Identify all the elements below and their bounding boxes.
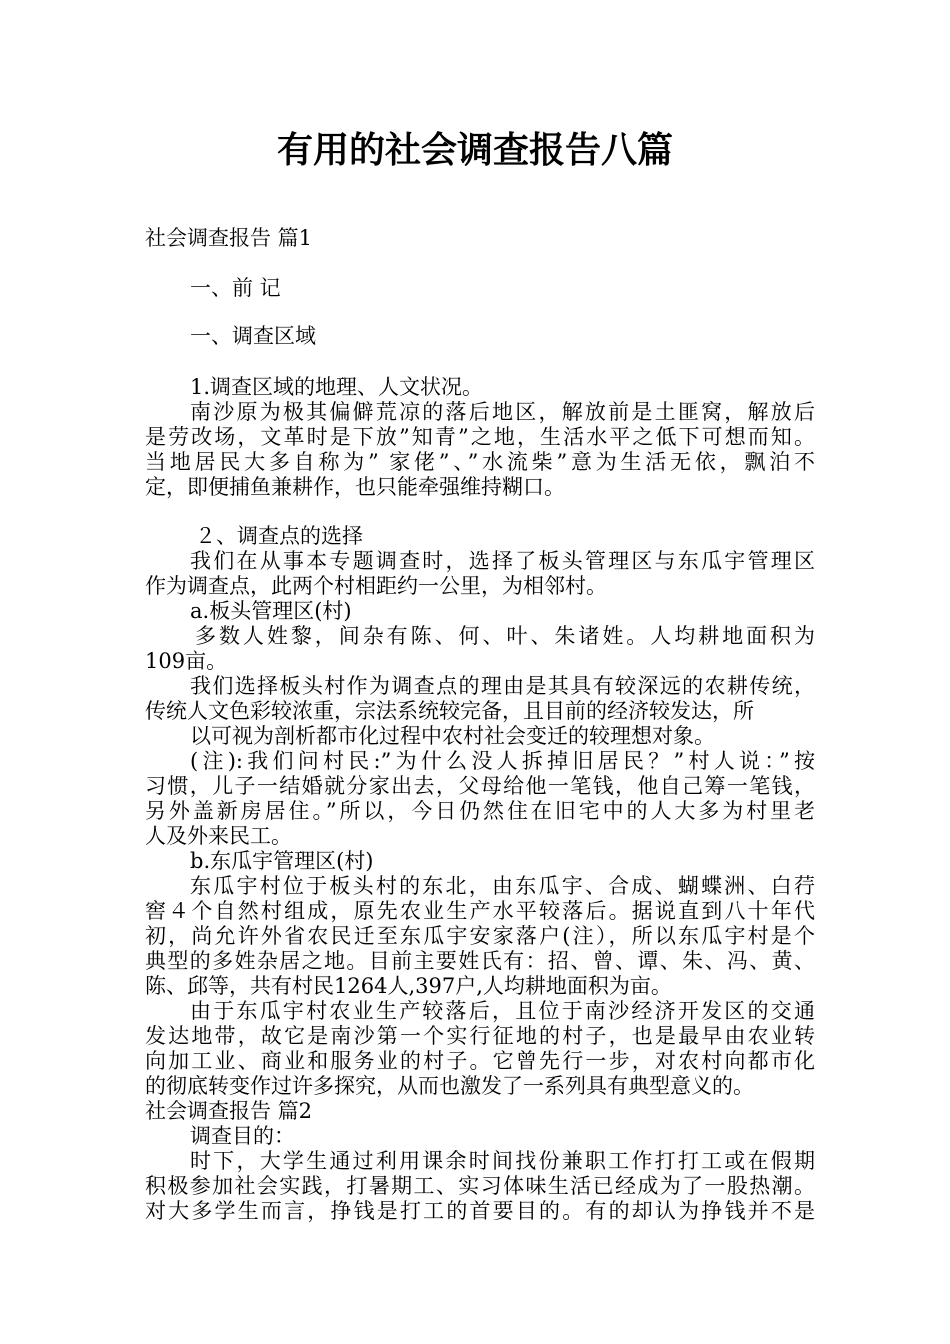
paragraph-line: 作为调查点，此两个村相距约一公里，为相邻村。 <box>145 574 607 598</box>
paragraph-line: 向加工业、商业和服务业的村子。它曾先行一步，对农村向都市化 <box>145 1049 815 1073</box>
paragraph-line: 传统人文色彩较浓重，宗法系统较完备，且目前的经济较发达，所 <box>145 699 754 723</box>
subheading: a.板头管理区(村) <box>190 599 352 623</box>
paragraph-line: (注):我们问村民:”为什么没人拆掉旧居民？”村人说：”按 <box>190 749 815 773</box>
paragraph-line: 的彻底转变作过许多探究，从而也激发了一系列具有典型意义的。 <box>145 1074 754 1098</box>
subheading: 一、前 记 <box>190 276 281 300</box>
subheading: b.东瓜宇管理区(村) <box>190 849 374 873</box>
paragraph-line: 东瓜宇村位于板头村的东北，由东瓜宇、合成、蝴蝶洲、白荇 <box>190 874 815 898</box>
paragraph-line: 以可视为剖析都市化过程中农村社会变迁的较理想对象。 <box>190 724 715 748</box>
paragraph-line: 我们选择板头村作为调查点的理由是其具有较深远的农耕传统， <box>190 674 815 698</box>
paragraph-line: 当地居民大多自称为” 家佬”、”水流柴”意为生活无依，飘泊不 <box>145 450 815 474</box>
paragraph-line: 典型的多姓杂居之地。目前主要姓氏有：招、曾、谭、朱、冯、黄、 <box>145 949 815 973</box>
paragraph-line: 初，尚允许外省农民迁至东瓜宇安家落户(注），所以东瓜宇村是个 <box>145 924 815 948</box>
subheading: 1.调查区域的地理、人文状况。 <box>190 375 484 399</box>
paragraph-line: 南沙原为极其偏僻荒凉的落后地区，解放前是土匪窝，解放后 <box>190 400 815 424</box>
paragraph-line: 另外盖新房居住。”所以，今日仍然住在旧宅中的人大多为村里老 <box>145 799 815 823</box>
paragraph-line: 是劳改场，文革时是下放”知青”之地，生活水平之低下可想而知。 <box>145 425 815 449</box>
paragraph-line: 对大多学生而言，挣钱是打工的首要目的。有的却认为挣钱并不是 <box>145 1199 815 1223</box>
paragraph-line: 窖４个自然村组成，原先农业生产水平较落后。据说直到八十年代 <box>145 899 815 923</box>
paragraph-line: 发达地带，故它是南沙第一个实行征地的村子，也是最早由农业转 <box>145 1024 815 1048</box>
subheading: 一、调查区域 <box>190 324 316 348</box>
paragraph-line: 习惯，儿子一结婚就分家出去，父母给他一笔钱，他自己筹一笔钱， <box>145 774 815 798</box>
paragraph-line: 定，即便捕鱼兼耕作，也只能牵强维持糊口。 <box>145 475 565 499</box>
subheading: 调查目的： <box>190 1124 295 1148</box>
paragraph-line: 我们在从事本专题调查时，选择了板头管理区与东瓜宇管理区 <box>190 549 815 573</box>
paragraph-line: 时下，大学生通过利用课余时间找份兼职工作打打工或在假期 <box>190 1149 815 1173</box>
paragraph-line: 109亩。 <box>145 649 228 673</box>
paragraph-line: 积极参加社会实践，打暑期工、实习体味生活已经成为了一股热潮。 <box>145 1174 815 1198</box>
section-heading: 社会调查报告 篇2 <box>145 1099 313 1123</box>
paragraph-line: 多数人姓黎，间杂有陈、何、叶、朱诸姓。人均耕地面积为 <box>195 624 815 648</box>
paragraph-line: 陈、邱等，共有村民1264人,397户,人均耕地面积为亩。 <box>145 974 672 998</box>
paragraph-line: 人及外来民工。 <box>145 824 292 848</box>
document-title: 有用的社会调查报告八篇 <box>276 130 673 171</box>
section-heading: 社会调查报告 篇1 <box>145 226 313 250</box>
subheading: ２、调查点的选择 <box>195 524 363 548</box>
paragraph-line: 由于东瓜宇村农业生产较落后，且位于南沙经济开发区的交通 <box>190 999 815 1023</box>
